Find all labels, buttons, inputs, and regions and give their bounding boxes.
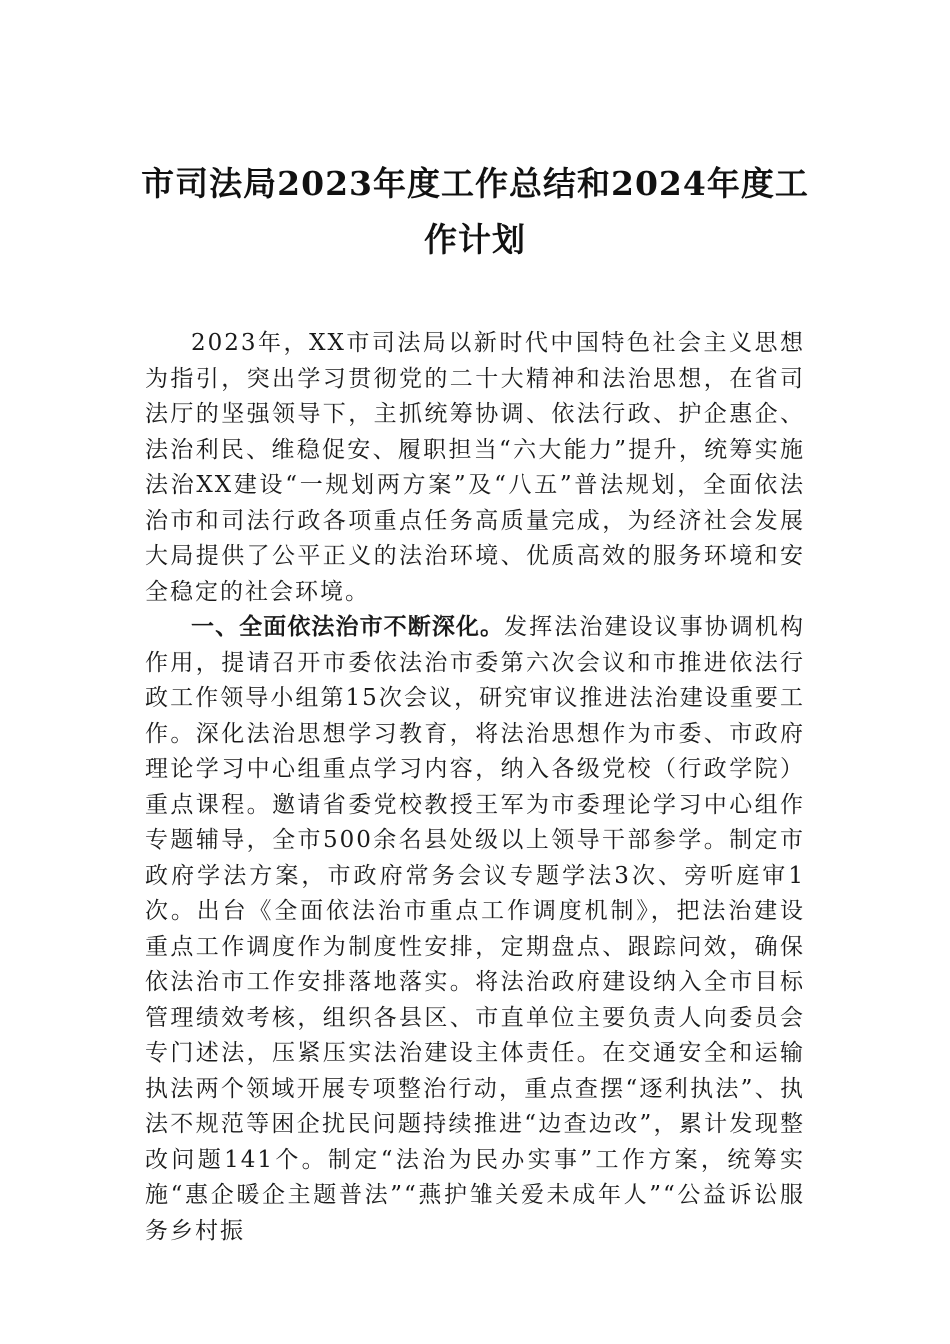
intro-paragraph: 2023年，XX市司法局以新时代中国特色社会主义思想为指引，突出学习贯彻党的二十大精神和法治思想，在省司法厅的坚强领导下，主抓统筹协调、依法行政、护企惠企、法治利民、维稳促安、履职担当“六大能力”提升，统筹实施法治XX建设“一规划两方案”及“八五”普法规划，全面依法治市和司法行政各项重点任务高质量完成，为经济社会发展大局提供了公平正义的法治环境、优质高效的服务环境和安全稳定的社会环境。 [145, 330, 805, 605]
title-line-2: 作计划 [424, 220, 526, 259]
section-1-heading: 一、全面依法治市不断深化。 [191, 614, 505, 640]
document-body [145, 326, 805, 1249]
section-1-paragraph [145, 610, 805, 1249]
document-title [140, 156, 810, 268]
section-1-text: 发挥法治建设议事协调机构作用，提请召开市委依法治市委第六次会议和市推进依法行政工作领导小组第15次会议，研究审议推进法治建设重要工作。深化法治思想学习教育，将法治思想作为市委、市政府理论学习中心组重点学习内容，纳入各级党校（行政学院）重点课程。邀请省委党校教授王军为市委理论学习中心组作专题辅导，全市500余名县处级以上领导干部参学。制定市政府学法方案，市政府常务会议专题学法3次、旁听庭审1次。出台《全面依法治市重点工作调度机制》，把法治建设重点工作调度作为制度性安排，定期盘点、跟踪问效，确保依法治市工作安排落地落实。将法治政府建设纳入全市目标管理绩效考核，组织各县区、市直单位主要负责人向委员会专门述法，压紧压实法治建设主体责任。在交通安全和运输执法两个领域开展专项整治行动，重点查摆“逐利执法”、执法不规范等困企扰民问题持续推进“边查边改”，累计发现整改问题141个。制定“法治为民办实事”工作方案，统筹实施“惠企暖企主题普法”“燕护雏关爱未成年人”“公益诉讼服务乡村振 [145, 614, 806, 1244]
title-line-1: 市司法局2023年度工作总结和2024年度工 [141, 164, 809, 203]
